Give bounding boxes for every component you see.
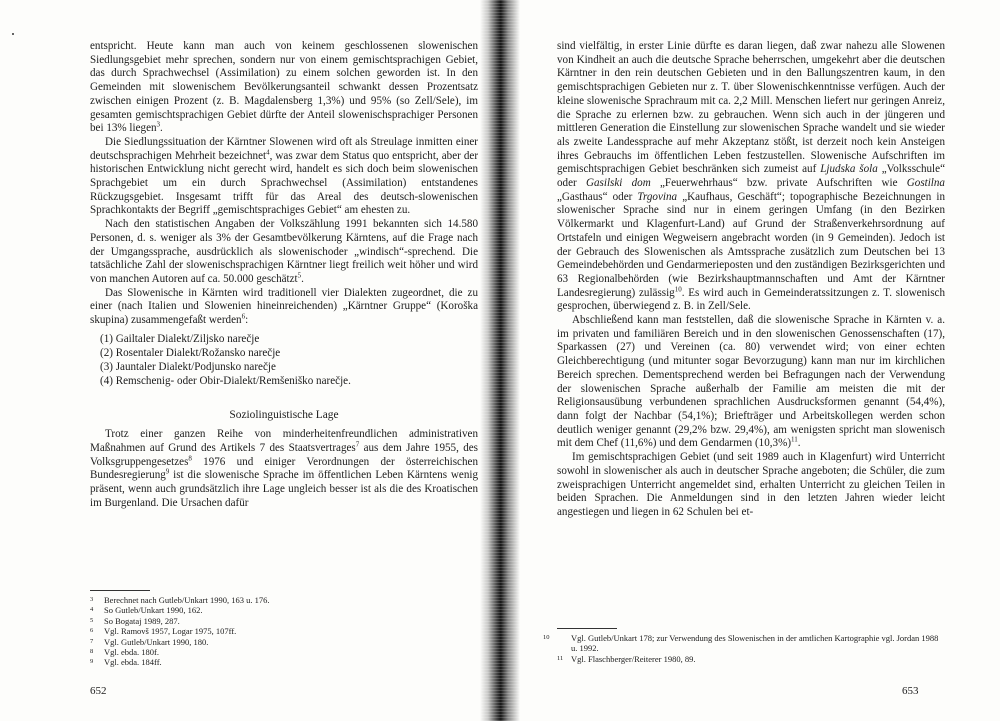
footnote-ref: 6 — [241, 312, 246, 321]
paragraph: sind vielfältig, in erster Linie dürfte es daran liegen, daß zwar nahezu alle Slowenen von Kindheit an auch die deutsche Sprache beherrschen, umgekehrt aber die deutschen Kärntner in den rein deutschen Gebieten und in den Ballungszentren kaum, in den gemischtsprachigen Gebieten nur z. T. über Slowenischkenntnisse verfügen. Auch der kleine slowenische Sprachraum mit ca. 2,2 Mill. Menschen liefert nur geringen Anreiz, die Sprache zu erlernen bzw. zu gebrauchen. Wenn sich auch in der jüngeren und mittleren Generation die Einstellung zur slowenischen Sprache wandelt und sie wieder als zweite Landessprache auf mehr Akzeptanz stößt, ist derzeit noch kein Ansteigen ihres Gebrauchs im öffentlichen Leben festzustellen. Slowenische Aufschriften im gemischtsprachigen Gebiet beschränken sich zumeist auf Ljudska šola „Volksschule“ oder Gasilski dom „Feuerwehrhaus“ bzw. private Aufschriften wie Gostilna „Gasthaus“ oder Trgovina „Kaufhaus, Geschäft“; topographische Bezeichnungen in slowenischer Sprache sind nur in einem geringen Umfang (in den Bezirken Völkermarkt und Klagenfurt-Land) auf Grund der Straßenverkehrsordnung auf Ortstafeln und einigen Wegweisern angebracht worden (in 9 Gemeinden). Jedoch ist der Gebrauch des Slowenischen als Amtssprache zusätzlich zum Deutschen bei 13 Gemeindebehörden und Gendarmerieposten und den zuständigen Bezirksgerichten und 63 Regionalbehörden (wie Bezirkshauptmannschaften und Amt der Kärntner Landesregierung) zulässig$^{10}$. Es wird auch in Gemeinderatssitzungen z. T. slowenisch gesprochen, überwiegend z. B. in Zell/Sele. — [557, 40, 946, 313]
left-footnotes — [90, 595, 478, 668]
footnote: 7 Vgl. Gutleb/Unkart 1990, 180. — [90, 636, 209, 647]
footnote-rule — [557, 628, 617, 629]
footnote-ref: 3 — [156, 120, 161, 129]
slovene-term: Gasilski dom — [585, 177, 651, 190]
footnote: 11 Vgl. Flaschberger/Reiterer 1980, 89. — [557, 653, 696, 664]
right-page — [512, 0, 1000, 721]
footnote-ref: 8 — [188, 454, 192, 462]
footnote-ref: 7 — [355, 440, 360, 449]
paragraph: Das Slowenische in Kärnten wird traditionell vier Dialekten zugeordnet, die zu einer (nach Italien und Slowenien hineinreichenden) „Kärntner Gruppe“ (Koroška skupina) zusammengefaßt werden$^6$: — [90, 286, 478, 327]
footnote-rule — [90, 590, 150, 591]
footnote-ref: 10 — [674, 284, 682, 293]
footnote: 3 Berechnet nach Gutleb/Unkart 1990, 163 u. 176. — [90, 595, 270, 605]
footnote-ref: 5 — [297, 271, 302, 280]
footnote: 8 Vgl. ebda. 180f. — [90, 647, 160, 658]
left-page — [0, 0, 488, 721]
left-body-text — [90, 40, 478, 511]
list-item: (4) Remschenig- oder Obir-Dialekt/Remšeniško narečje. — [100, 375, 351, 388]
footnote-ref: 11 — [791, 435, 798, 444]
list-item: (2) Rosentaler Dialekt/Rožansko narečje — [100, 346, 281, 359]
footnote: 5 So Bogataj 1989, 287. — [90, 615, 180, 626]
list-item: (3) Jauntaler Dialekt/Podjunsko narečje — [100, 361, 276, 374]
paragraph: entspricht. Heute kann man auch von keinem geschlossenen slowenischen Siedlungsgebiet mehr sprechen, sondern nur von einem gemischtsprachigen Gebiet, das durch Sprachwechsel (Assimilation) zu einem solchen geworden ist. In den Gemeinden mit slowenischem Bevölkerungsanteil schwankt dessen Prozentsatz zwischen einigen Prozent (z. B. Magdalensberg 1,3%) und 95% (so Zell/Sele), im gesamten gemischtsprachigen Gebiet dürfte der Anteil slowenischsprachiger Personen bei 13% liegen$^3$. — [90, 40, 478, 135]
list-item: (1) Gailtaler Dialekt/Ziljsko narečje — [100, 332, 260, 345]
footnote-ref: 9 — [165, 467, 170, 476]
footnote: 10 Vgl. Gutleb/Unkart 178; zur Verwendung des Slowenischen in der amtlichen Kartographie vgl. Jordan 1988 u. 1992. — [543, 633, 939, 654]
page-number: 653 — [902, 685, 919, 697]
footnote: 6 Vgl. Ramovš 1957, Logar 1975, 107ff. — [90, 626, 237, 637]
footnote: 9 Vgl. ebda. 184ff. — [90, 657, 162, 668]
paragraph: Trotz einer ganzen Reihe von minderheitenfreundlichen administrativen Maßnahmen auf Grund des Artikels 7 des Staatsvertrages$^7$ aus dem Jahre 1955, des Volksgruppengesetzes$^8$ 1976 und einiger Verordnungen der österreichischen Bundesregierung$^9$ ist die slowenische Sprache im öffentlichen Leben Kärntens wenig präsent, wenn auch grundsätzlich ihre Lage ungleich besser ist als die des Kroatischen im Burgenland. Die Ursachen dafür — [90, 428, 478, 509]
slovene-term: Gostilna — [906, 177, 945, 190]
right-body-text — [557, 40, 945, 520]
paragraph: Die Siedlungssituation der Kärntner Slowenen wird oft als Streulage inmitten einer deutschsprachigen Mehrheit bezeichnet$^4$, was zwar dem Status quo entspricht, aber der historischen Entwicklung nicht gerecht wird, handelt es sich doch beim slowenischen Sprachgebiet um ein durch Sprachwechsel (Assimilation) entstandenes Rückzugsgebiet. Insgesamt trifft für das Areal des deutsch-slowenischen Sprachkontakts der Begriff „gemischtsprachiges Gebiet“ am ehesten zu. — [90, 135, 479, 217]
slovene-term: Ljudska šola — [820, 163, 878, 176]
page-number: 652 — [90, 685, 107, 697]
footnote: 4 So Gutleb/Unkart 1990, 162. — [90, 605, 203, 616]
right-footnotes — [543, 633, 945, 664]
dialect-list — [90, 332, 478, 389]
section-heading: Soziolinguistische Lage — [229, 408, 339, 421]
paragraph: Nach den statistischen Angaben der Volkszählung 1991 bekannten sich 14.580 Personen, d. s. weniger als 3% der Gesamtbevölkerung Kärntens, auf die Frage nach der Umgangssprache, ausdrücklich als slowenischoder „windisch“-sprechend. Die tatsächliche Zahl der slowenischsprachigen Kärntner liegt freilich weit höher und wird von manchen Autoren auf ca. 50.000 geschätzt$^5$. — [90, 218, 478, 285]
paragraph: Im gemischtsprachigen Gebiet (und seit 1989 auch in Klagenfurt) wird Unterricht sowohl in slowenischer als auch in deutscher Sprache angeboten; die Schüler, die zum zweisprachigen Unterricht angemeldet sind, erhalten Unterricht zu gleichen Teilen in beiden Sprachen. Die Anmeldungen sind in den letzten Jahren wieder leicht angestiegen und liegen in 62 Schulen bei et- — [557, 451, 945, 518]
slovene-term: Trgovina — [637, 190, 678, 203]
footnote-ref: 4 — [266, 147, 270, 156]
paragraph: Abschließend kann man feststellen, daß die slowenische Sprache in Kärnten v. a. im privaten und familiären Bereich und in den slowenischen Genossenschaften (17), Sparkassen (27) und Vereinen (ca. 80) verwendet wird; von einer echten Gleichberechtigung (und mitunter sogar Bevorzugung) kann man nur im kirchlichen Bereich sprechen. Dementsprechend werden bei Befragungen nach der Verwendung der slowenischen Sprache außerhalb der Familie am meisten die mit der Religionsausübung verbundenen sprachlichen Ausdrucksformen genannt (54,4%), dann folgt der Nachbar (54,1%); Briefträger und Arbeitskollegen werden schon deutlich weniger genannt (29,2% bzw. 29,4%), am wenigsten spricht man slowenisch mit dem Chef (11,6%) und dem Gendarmen $(10,3\%)^{11}$. — [557, 314, 945, 450]
